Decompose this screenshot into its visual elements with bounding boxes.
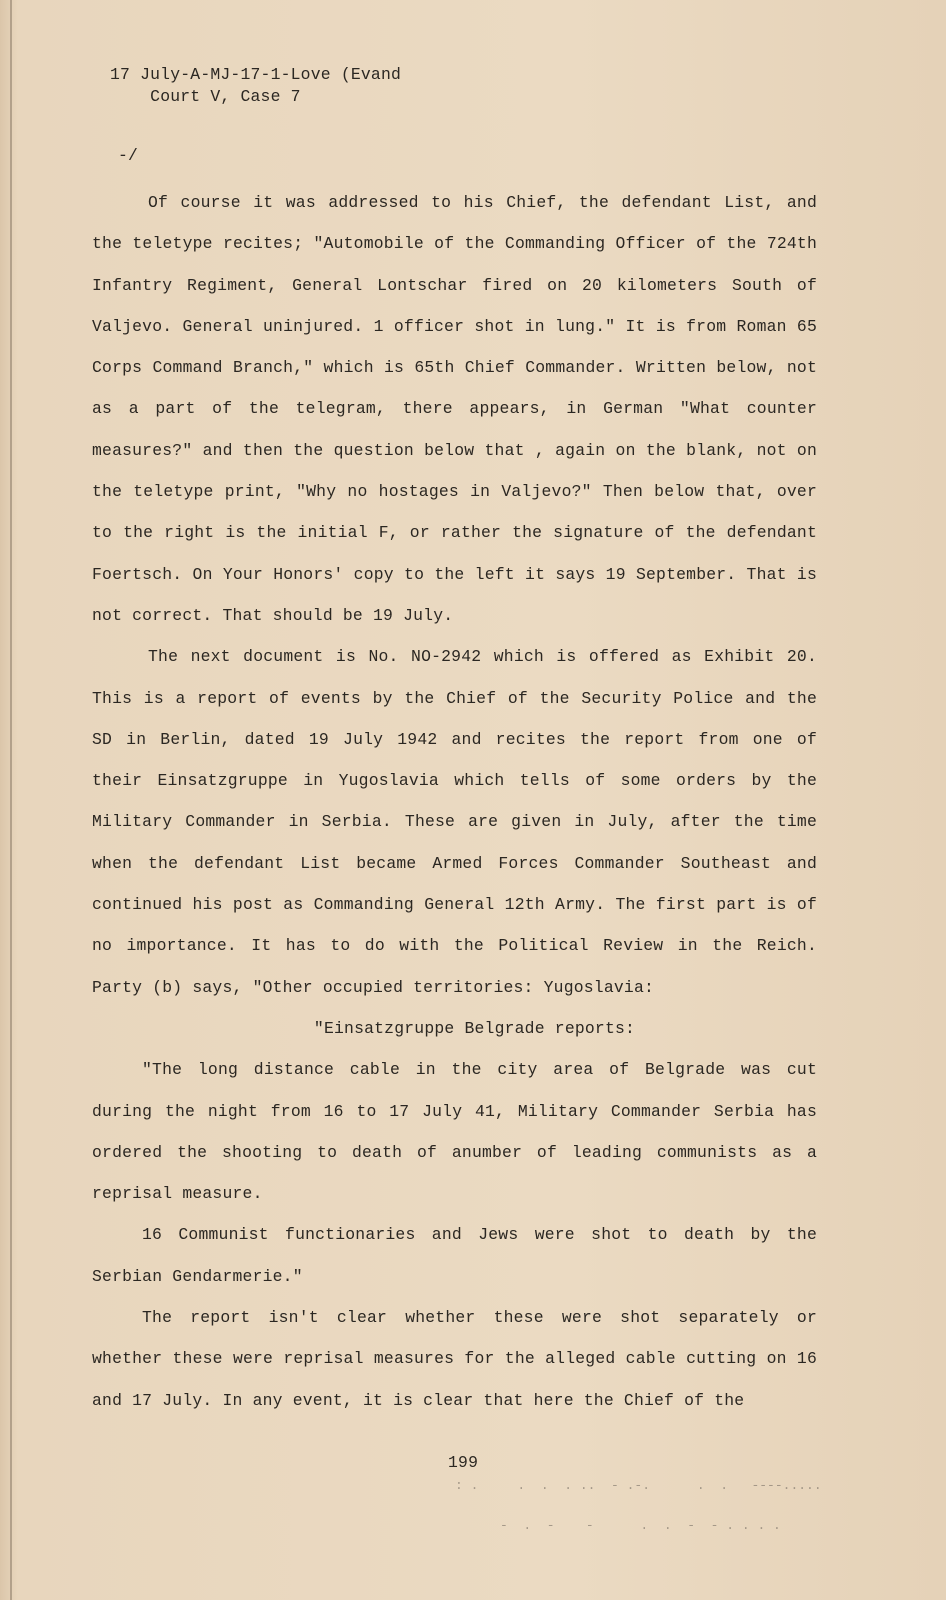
transcript-body: [92, 182, 817, 1421]
closing-paragraph: The report isn't clear whether these were shot separately or whether these were reprisal measures for the alleged cable cutting on 16 and 17 July. In any event, it is clear that here the Chief of the: [92, 1308, 817, 1410]
quote-paragraph-1: "The long distance cable in the city area of Belgrade was cut during the night from 16 to 17 July 41, Military Commander Serbia has ordered the shooting to death of anumber of leading communists as a reprisal measure.: [92, 1060, 817, 1204]
ink-bleed-marks-2: - . - - . . - - . . . .: [500, 1518, 781, 1533]
margin-mark: -/: [118, 146, 139, 165]
ink-bleed-marks: : . . . . .. - .-. . . ----.....: [455, 1478, 822, 1493]
page-edge-shadow: [10, 0, 12, 1600]
paragraph-2: The next document is No. NO-2942 which is offered as Exhibit 20. This is a report of events by the Chief of the Security Police and the SD in Berlin, dated 19 July 1942 and recites the report from one of their Einsatzgruppe in Yugoslavia which tells of some orders by the Military Commander in Serbia. These are given in July, after the time when the defendant List became Armed Forces Commander Southeast and continued his post as Commanding General 12th Army. The first part is of no importance. It has to do with the Political Review in the Reich. Party (b) says, "Other occupied territories: Yugoslavia:: [92, 647, 817, 997]
document-header: [110, 64, 401, 108]
quote-paragraph-2: 16 Communist functionaries and Jews were shot to death by the Serbian Gendarmerie.": [92, 1225, 817, 1286]
paragraph-1: Of course it was addressed to his Chief, the defendant List, and the teletype recites; "Automobile of the Commanding Officer of the 724th Infantry Regiment, General Lontschar fired on 20 kilometers South of Valjevo. General uninjured. 1 officer shot in lung." It is from Roman 65 Corps Command Branch," which is 65th Chief Commander. Written below, not as a part of the telegram, there appears, in German "What counter measures?" and then the question below that , again on the blank, not on the teletype print, "Why no hostages in Valjevo?" Then below that, over to the right is the initial F, or rather the signature of the defendant Foertsch. On Your Honors' copy to the left it says 19 September. That is not correct. That should be 19 July.: [92, 193, 817, 625]
page-number: 199: [448, 1453, 479, 1472]
header-line-2: Court V, Case 7: [150, 87, 301, 106]
quote-heading: "Einsatzgruppe Belgrade reports:: [313, 1018, 636, 1038]
header-line-1: 17 July-A-MJ-17-1-Love (Evand: [110, 65, 402, 84]
